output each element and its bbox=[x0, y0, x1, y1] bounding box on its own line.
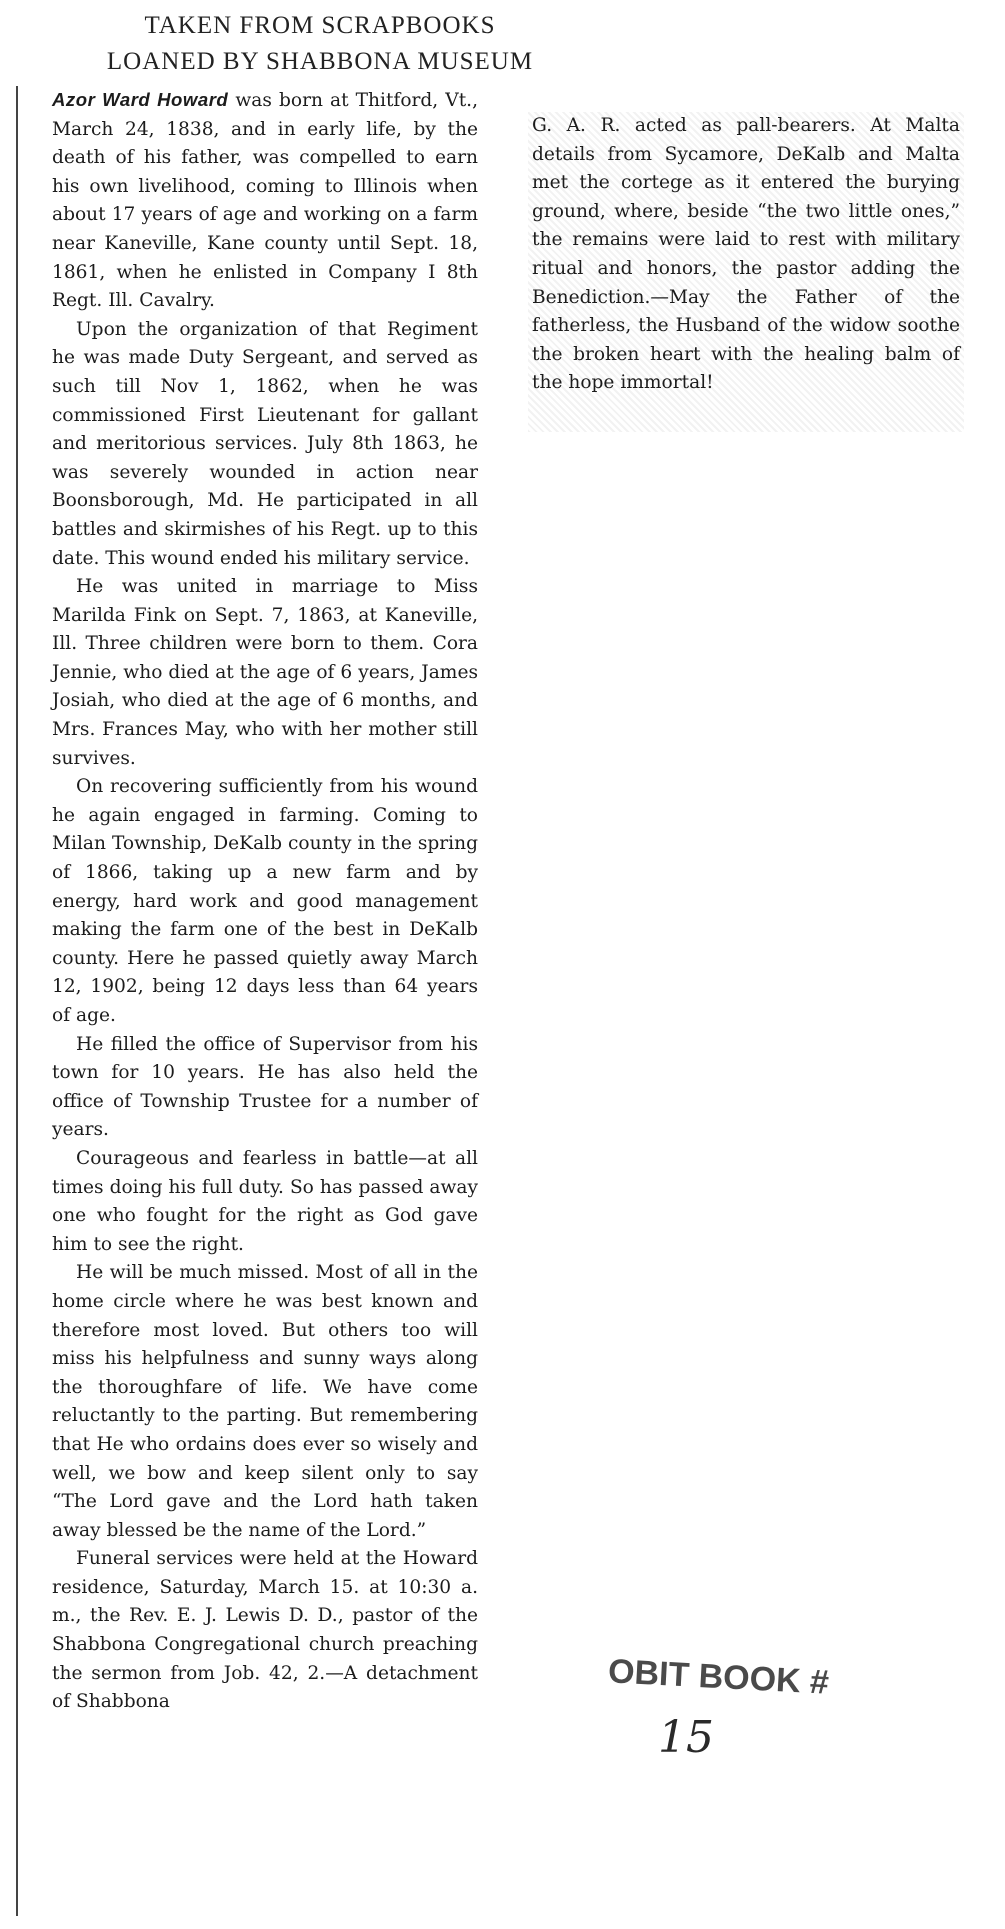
obituary-left-column bbox=[16, 86, 478, 1916]
header-line-1: TAKEN FROM SCRAPBOOKS bbox=[144, 12, 496, 39]
obituary-paragraph-7: He will be much missed. Most of all in the home circle where he was best known and therefore most loved. But others too will miss his helpfulness and sunny ways along the thoroughfare of life. We have come reluctantly to the parting. But remembering that He who ordains does ever so wisely and well, we bow and keep silent only to say “The Lord gave and the Lord hath taken away blessed be the name of the Lord.” bbox=[52, 1262, 478, 1541]
header-line-2: LOANED BY SHABBONA MUSEUM bbox=[106, 48, 534, 75]
obit-book-stamp: OBIT BOOK # bbox=[607, 1652, 830, 1702]
obituary-continuation: G. A. R. acted as pall-bearers. At Malta details from Sycamore, DeKalb and Malta met the cortege as it entered the burying ground, where, beside “the two little ones,” the remains were laid to rest with military ritual and honors, the pastor adding the Benediction.—May the Father of the fatherless, the Husband of the widow soothe the broken heart with the healing balm of the hope immortal! bbox=[532, 115, 960, 394]
obituary-right-column bbox=[528, 112, 964, 432]
obit-book-number: 15 bbox=[658, 1712, 714, 1763]
obituary-paragraph-4: On recovering sufficiently from his wound he again engaged in farming. Coming to Milan Township, DeKalb county in the spring of 1866, taking up a new farm and by energy, hard work and good management making the farm one of the best in DeKalb county. Here he passed quietly away March 12, 1902, being 12 days less than 64 years of age. bbox=[52, 776, 478, 1026]
paragraph-1-text: was born at Thitford, Vt., March 24, 1838, and in early life, by the death of his father, was compelled to earn his own livelihood, coming to Illinois when about 17 years of age and working on a farm near Kaneville, Kane county until Sept. 18, 1861, when he enlisted in Company I 8th Regt. Ill. Cavalry. bbox=[52, 90, 478, 312]
obituary-paragraph-6: Courageous and fearless in battle—at all times doing his full duty. So has passed away one who fought for the right as God gave him to see the right. bbox=[52, 1147, 478, 1255]
obituary-paragraph-5: He filled the office of Supervisor from his town for 10 years. He has also held the office of Township Trustee for a number of years. bbox=[52, 1033, 478, 1141]
obituary-paragraph-1 bbox=[52, 86, 478, 316]
handwritten-name: Azor Ward Howard bbox=[52, 89, 229, 110]
scrapbook-header bbox=[0, 8, 640, 80]
obituary-paragraph-2: Upon the organization of that Regiment he was made Duty Sergeant, and served as such till Nov 1, 1862, when he was commissioned First Lieutenant for gallant and meritorious services. July 8th 1863, he was severely wounded in action near Boonsborough, Md. He participated in all battles and skirmishes of his Regt. up to this date. This wound ended his military service. bbox=[52, 318, 478, 569]
obituary-paragraph-3: He was united in marriage to Miss Marilda Fink on Sept. 7, 1863, at Kaneville, Ill. Three children were born to them. Cora Jennie, who died at the age of 6 years, James Josiah, who died at the age of 6 months, and Mrs. Frances May, who with her mother still survives. bbox=[52, 576, 478, 769]
obituary-paragraph-8: Funeral services were held at the Howard residence, Saturday, March 15. at 10:30 a. m., the Rev. E. J. Lewis D. D., pastor of the Shabbona Congregational church preaching the sermon from Job. 42, 2.—A detachment of Shabbona bbox=[52, 1548, 478, 1713]
